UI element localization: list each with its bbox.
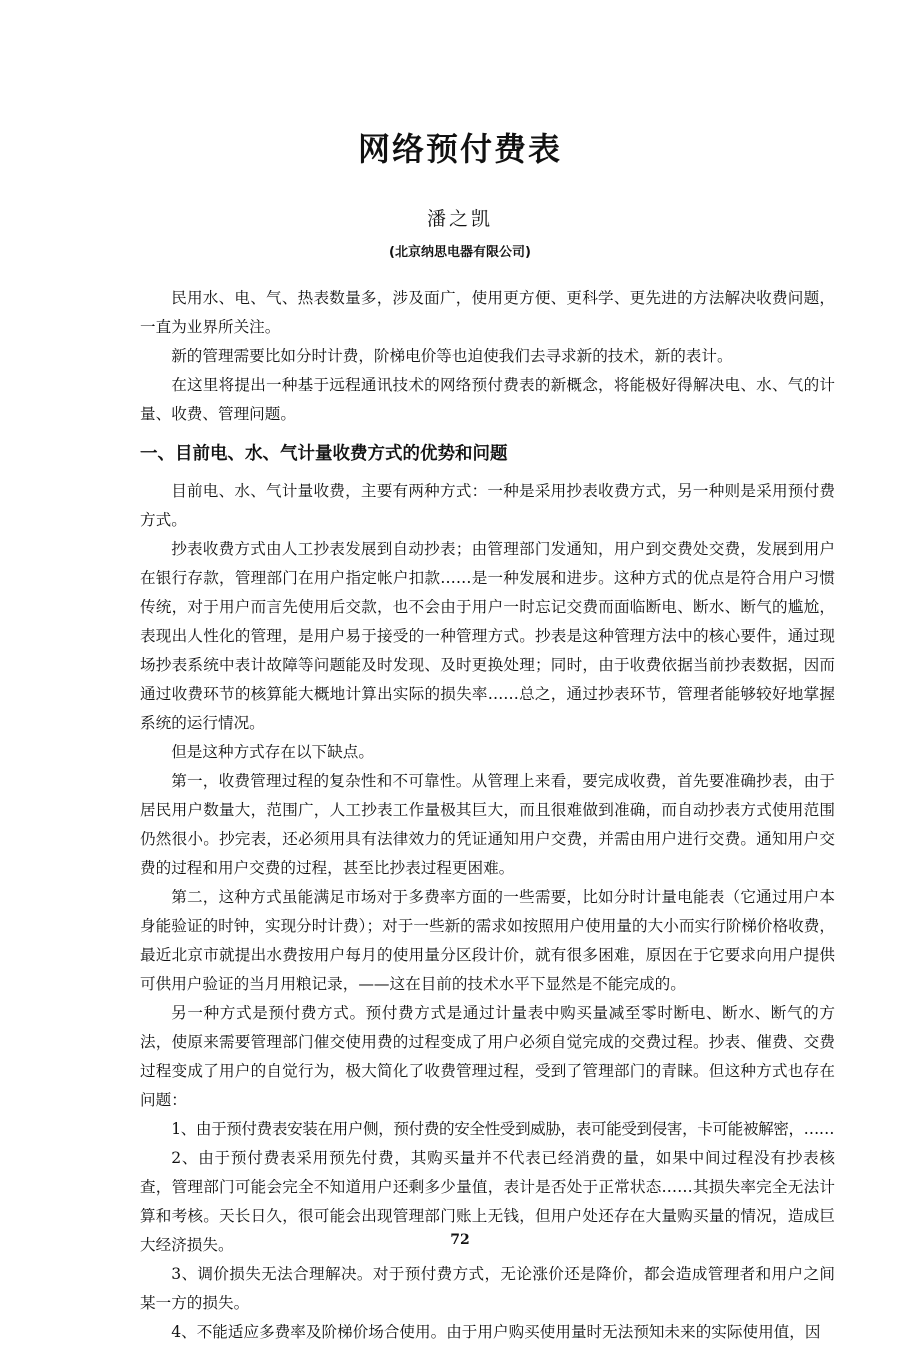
list-item: 3、调价损失无法合理解决。对于预付费方式，无论涨价还是降价，都会造成管理者和用户之间某一方的损失。 xyxy=(140,1265,835,1312)
list-item: 4、不能适应多费率及阶梯价场合使用。由于用户购买使用量时无法预知未来的实际使用值，因 xyxy=(171,1323,821,1341)
body-paragraph: 第一，收费管理过程的复杂性和不可靠性。从管理上来看，要完成收费，首先要准确抄表，由于居民用户数量大，范围广，人工抄表工作量极其巨大，而且很难做到准确，而自动抄表方式使用范围仍然很小。抄完表，还必须用具有法律效力的凭证通知用户交费，并需由用户进行交费。通知用户交费的过程和用户交费的过程，甚至比抄表过程更困难。 xyxy=(140,772,835,877)
article-title: 网络预付费表 xyxy=(357,130,562,168)
page-number: 72 xyxy=(450,1232,470,1248)
body-paragraph: 抄表收费方式由人工抄表发展到自动抄表；由管理部门发通知，用户到交费处交费，发展到用户在银行存款，管理部门在用户指定帐户扣款……是一种发展和进步。这种方式的优点是符合用户习惯传统，对于用户而言先使用后交款，也不会由于用户一时忘记交费而面临断电、断水、断气的尴尬，表现出人性化的管理，是用户易于接受的一种管理方式。抄表是这种管理方法中的核心要件，通过现场抄表系统中表计故障等问题能及时发现、及时更换处理；同时，由于收费依据当前抄表数据，因而通过收费环节的核算能大概地计算出实际的损失率……总之，通过抄表环节，管理者能够较好地掌握系统的运行情况。 xyxy=(140,540,835,732)
intro-paragraph: 在这里将提出一种基于远程通讯技术的网络预付费表的新概念，将能极好得解决电、水、气的计量、收费、管理问题。 xyxy=(140,376,835,423)
body-paragraph: 第二，这种方式虽能满足市场对于多费率方面的一些需要，比如分时计量电能表（它通过用户本身能验证的时钟，实现分时计费）；对于一些新的需求如按照用户使用量的大小而实行阶梯价格收费，最近北京市就提出水费按用户每月的使用量分区段计价，就有很多困难，原因在于它要求向用户提供可供用户验证的当月用粮记录，——这在目前的技术水平下显然是不能完成的。 xyxy=(140,888,835,993)
body-paragraph: 但是这种方式存在以下缺点。 xyxy=(171,743,374,761)
article-body xyxy=(140,284,835,1347)
body-paragraph: 另一种方式是预付费方式。预付费方式是通过计量表中购买量减至零时断电、断水、断气的方法，使原来需要管理部门催交使用费的过程变成了用户必须自觉完成的交费过程。抄表、催费、交费过程变成了用户的自觉行为，极大简化了收费管理过程，受到了管理部门的青睐。但这种方式也存在问题： xyxy=(140,1004,835,1109)
author-affiliation: (北京纳思电器有限公司) xyxy=(389,245,531,260)
section-heading: 一、目前电、水、气计量收费方式的优势和问题 xyxy=(140,444,508,464)
intro-paragraph: 民用水、电、气、热表数量多，涉及面广，使用更方便、更科学、更先进的方法解决收费问题，一直为业界所关注。 xyxy=(140,289,835,336)
intro-paragraph: 新的管理需要比如分时计费，阶梯电价等也迫使我们去寻求新的技术，新的表计。 xyxy=(171,347,733,365)
list-item: 2、由于预付费表采用预先付费，其购买量并不代表已经消费的量，如果中间过程没有抄表核查，管理部门可能会完全不知道用户还剩多少量值，表计是否处于正常状态……其损失率完全无法计算和考核。天长日久，很可能会出现管理部门账上无钱，但用户处还存在大量购买量的情况，造成巨大经济损失。 xyxy=(140,1149,835,1254)
author-name: 潘之凯 xyxy=(426,208,493,230)
list-item: 1、由于预付费表安装在用户侧，预付费的安全性受到威胁，表可能受到侵害，卡可能被解密，…… xyxy=(171,1120,835,1138)
body-paragraph: 目前电、水、气计量收费，主要有两种方式：一种是采用抄表收费方式，另一种则是采用预付费方式。 xyxy=(140,482,835,529)
